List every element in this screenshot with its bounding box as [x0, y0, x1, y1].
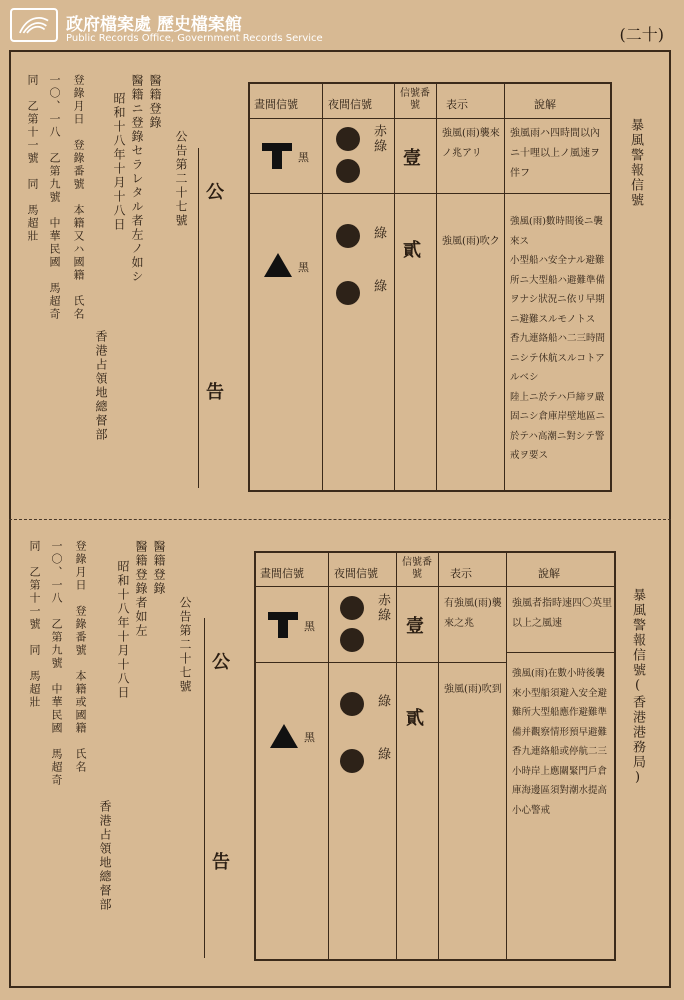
top-row2-night-colors: 綠綠: [371, 226, 386, 332]
top-header-display: 表示: [446, 98, 468, 111]
night-disc-icon: [336, 159, 360, 183]
watermark-title: 政府檔案處 歷史檔案館: [66, 15, 242, 35]
section-divider: [9, 519, 671, 520]
bottom-notice-line1: 醫籍登錄: [152, 540, 166, 596]
bottom-section-title: 暴風警報信號(香港港務局): [630, 588, 645, 787]
triangle-signal-icon: [270, 724, 298, 748]
top-notice-tail: 告: [206, 382, 224, 403]
top-reg-header: 登錄月日 登錄番號 本籍又ハ國籍 氏名: [72, 74, 85, 321]
night-disc-icon: [336, 127, 360, 151]
top-notice-line1: 醫籍登錄: [148, 74, 162, 130]
night-disc-icon: [336, 281, 360, 305]
top-row1-explanation: 強風雨ハ四時間以內ニ十哩以上ノ風速ヲ伴フ: [510, 128, 600, 179]
bottom-row2-display: 強風(雨)吹到: [444, 684, 502, 695]
bottom-header-display: 表示: [450, 567, 472, 580]
night-disc-icon: [340, 596, 364, 620]
bottom-header-day: 晝間信號: [260, 567, 304, 580]
top-row1-day-label: 黑: [298, 151, 309, 164]
t-signal-icon: [268, 612, 298, 638]
bottom-notice-line2: 醫籍登錄者如左: [134, 540, 148, 638]
night-disc-icon: [340, 749, 364, 773]
watermark-subtitle: Public Records Office, Government Records Service: [66, 33, 323, 44]
bottom-row2-explanation: 強風(雨)在數小時後襲來小型船須避入安全避難所大型船應作避難準備并觀察情形預早避難香九連絡船或停航二三小時岸上應關緊門戶倉庫海邊區須對潮水提高小心警戒: [512, 668, 608, 816]
bottom-row1-display: 有強風(雨)襲來之兆: [444, 598, 502, 629]
bottom-row2-night-colors: 綠綠: [375, 694, 390, 800]
bottom-row1-day-label: 黑: [304, 620, 315, 633]
night-disc-icon: [340, 692, 364, 716]
bottom-notice-tail: 告: [212, 852, 230, 873]
top-notice-issuer: 香港占領地總督部: [94, 330, 108, 442]
bottom-reg-row1: 一〇、一八 乙第九號 中華民國 馬超奇: [50, 540, 63, 787]
t-signal-icon: [262, 143, 292, 169]
bottom-header-night: 夜間信號: [334, 567, 378, 580]
top-section-title: 暴風警報信號: [628, 118, 643, 208]
bottom-notice-issuer: 香港占領地總督部: [98, 800, 112, 912]
top-header-day: 晝間信號: [254, 98, 298, 111]
bottom-notice-head: 公: [212, 652, 230, 673]
top-header-explanation: 說解: [534, 98, 556, 111]
top-notice-head: 公: [206, 182, 224, 203]
bottom-header-explanation: 說解: [538, 567, 560, 580]
top-header-night: 夜間信號: [328, 98, 372, 111]
triangle-signal-icon: [264, 253, 292, 277]
bottom-row1-number: 壹: [406, 616, 424, 637]
bottom-reg-header: 登錄月日 登錄番號 本籍或國籍 氏名: [74, 540, 87, 774]
bottom-notice-title: 公告第二十七號: [178, 596, 192, 694]
bottom-notice-date: 昭和十八年十月十八日: [116, 560, 130, 700]
top-notice-date: 昭和十八年十月十八日: [112, 92, 126, 232]
top-header-number: 信號番號: [400, 88, 430, 111]
top-row2-day-label: 黑: [298, 261, 309, 274]
top-notice-line2: 醫籍ニ登錄セラレタル者左ノ如シ: [130, 74, 144, 284]
bottom-reg-row2: 同 乙第十一號 同 馬超壯: [28, 540, 41, 709]
top-row2-display: 強風(雨)吹ク: [442, 236, 500, 247]
night-disc-icon: [340, 628, 364, 652]
top-reg-row1: 一〇、一八 乙第九號 中華民國 馬超奇: [48, 74, 61, 321]
top-row1-night-colors: 赤綠: [371, 124, 386, 154]
bottom-row1-night-colors: 赤綠: [375, 593, 390, 623]
top-row1-display: 強風(雨)襲來ノ兆アリ: [442, 128, 500, 159]
page-number: (二十): [619, 25, 664, 44]
top-row2-explanation: 強風(雨)數時間後ニ襲來ス 小型船ハ安全ナル避難所ニ大型船ハ避難準備ヲナシ狀況ニ依リ早期ニ避難スルモノトス 香九連絡船ハ二三時間ニシテ休航スルコトアルベシ 陸上ニ於テハ戶締ヲ嚴固ニシ倉庫岸壁地區ニ於テハ高潮ニ對シテ警戒ヲ要ス: [510, 216, 606, 461]
top-notice-title: 公告第二十七號: [174, 130, 188, 228]
bottom-row2-number: 貳: [406, 708, 424, 729]
top-row1-number: 壹: [403, 148, 421, 169]
top-row2-number: 貳: [403, 240, 421, 261]
bottom-row2-day-label: 黑: [304, 731, 315, 744]
top-reg-row2: 同 乙第十一號 同 馬超壯: [26, 74, 39, 243]
archive-logo: [10, 8, 58, 42]
night-disc-icon: [336, 224, 360, 248]
bottom-header-number: 信號番號: [402, 557, 432, 580]
bottom-row1-explanation: 強風者指時速四〇英里以上之風速: [512, 598, 612, 629]
